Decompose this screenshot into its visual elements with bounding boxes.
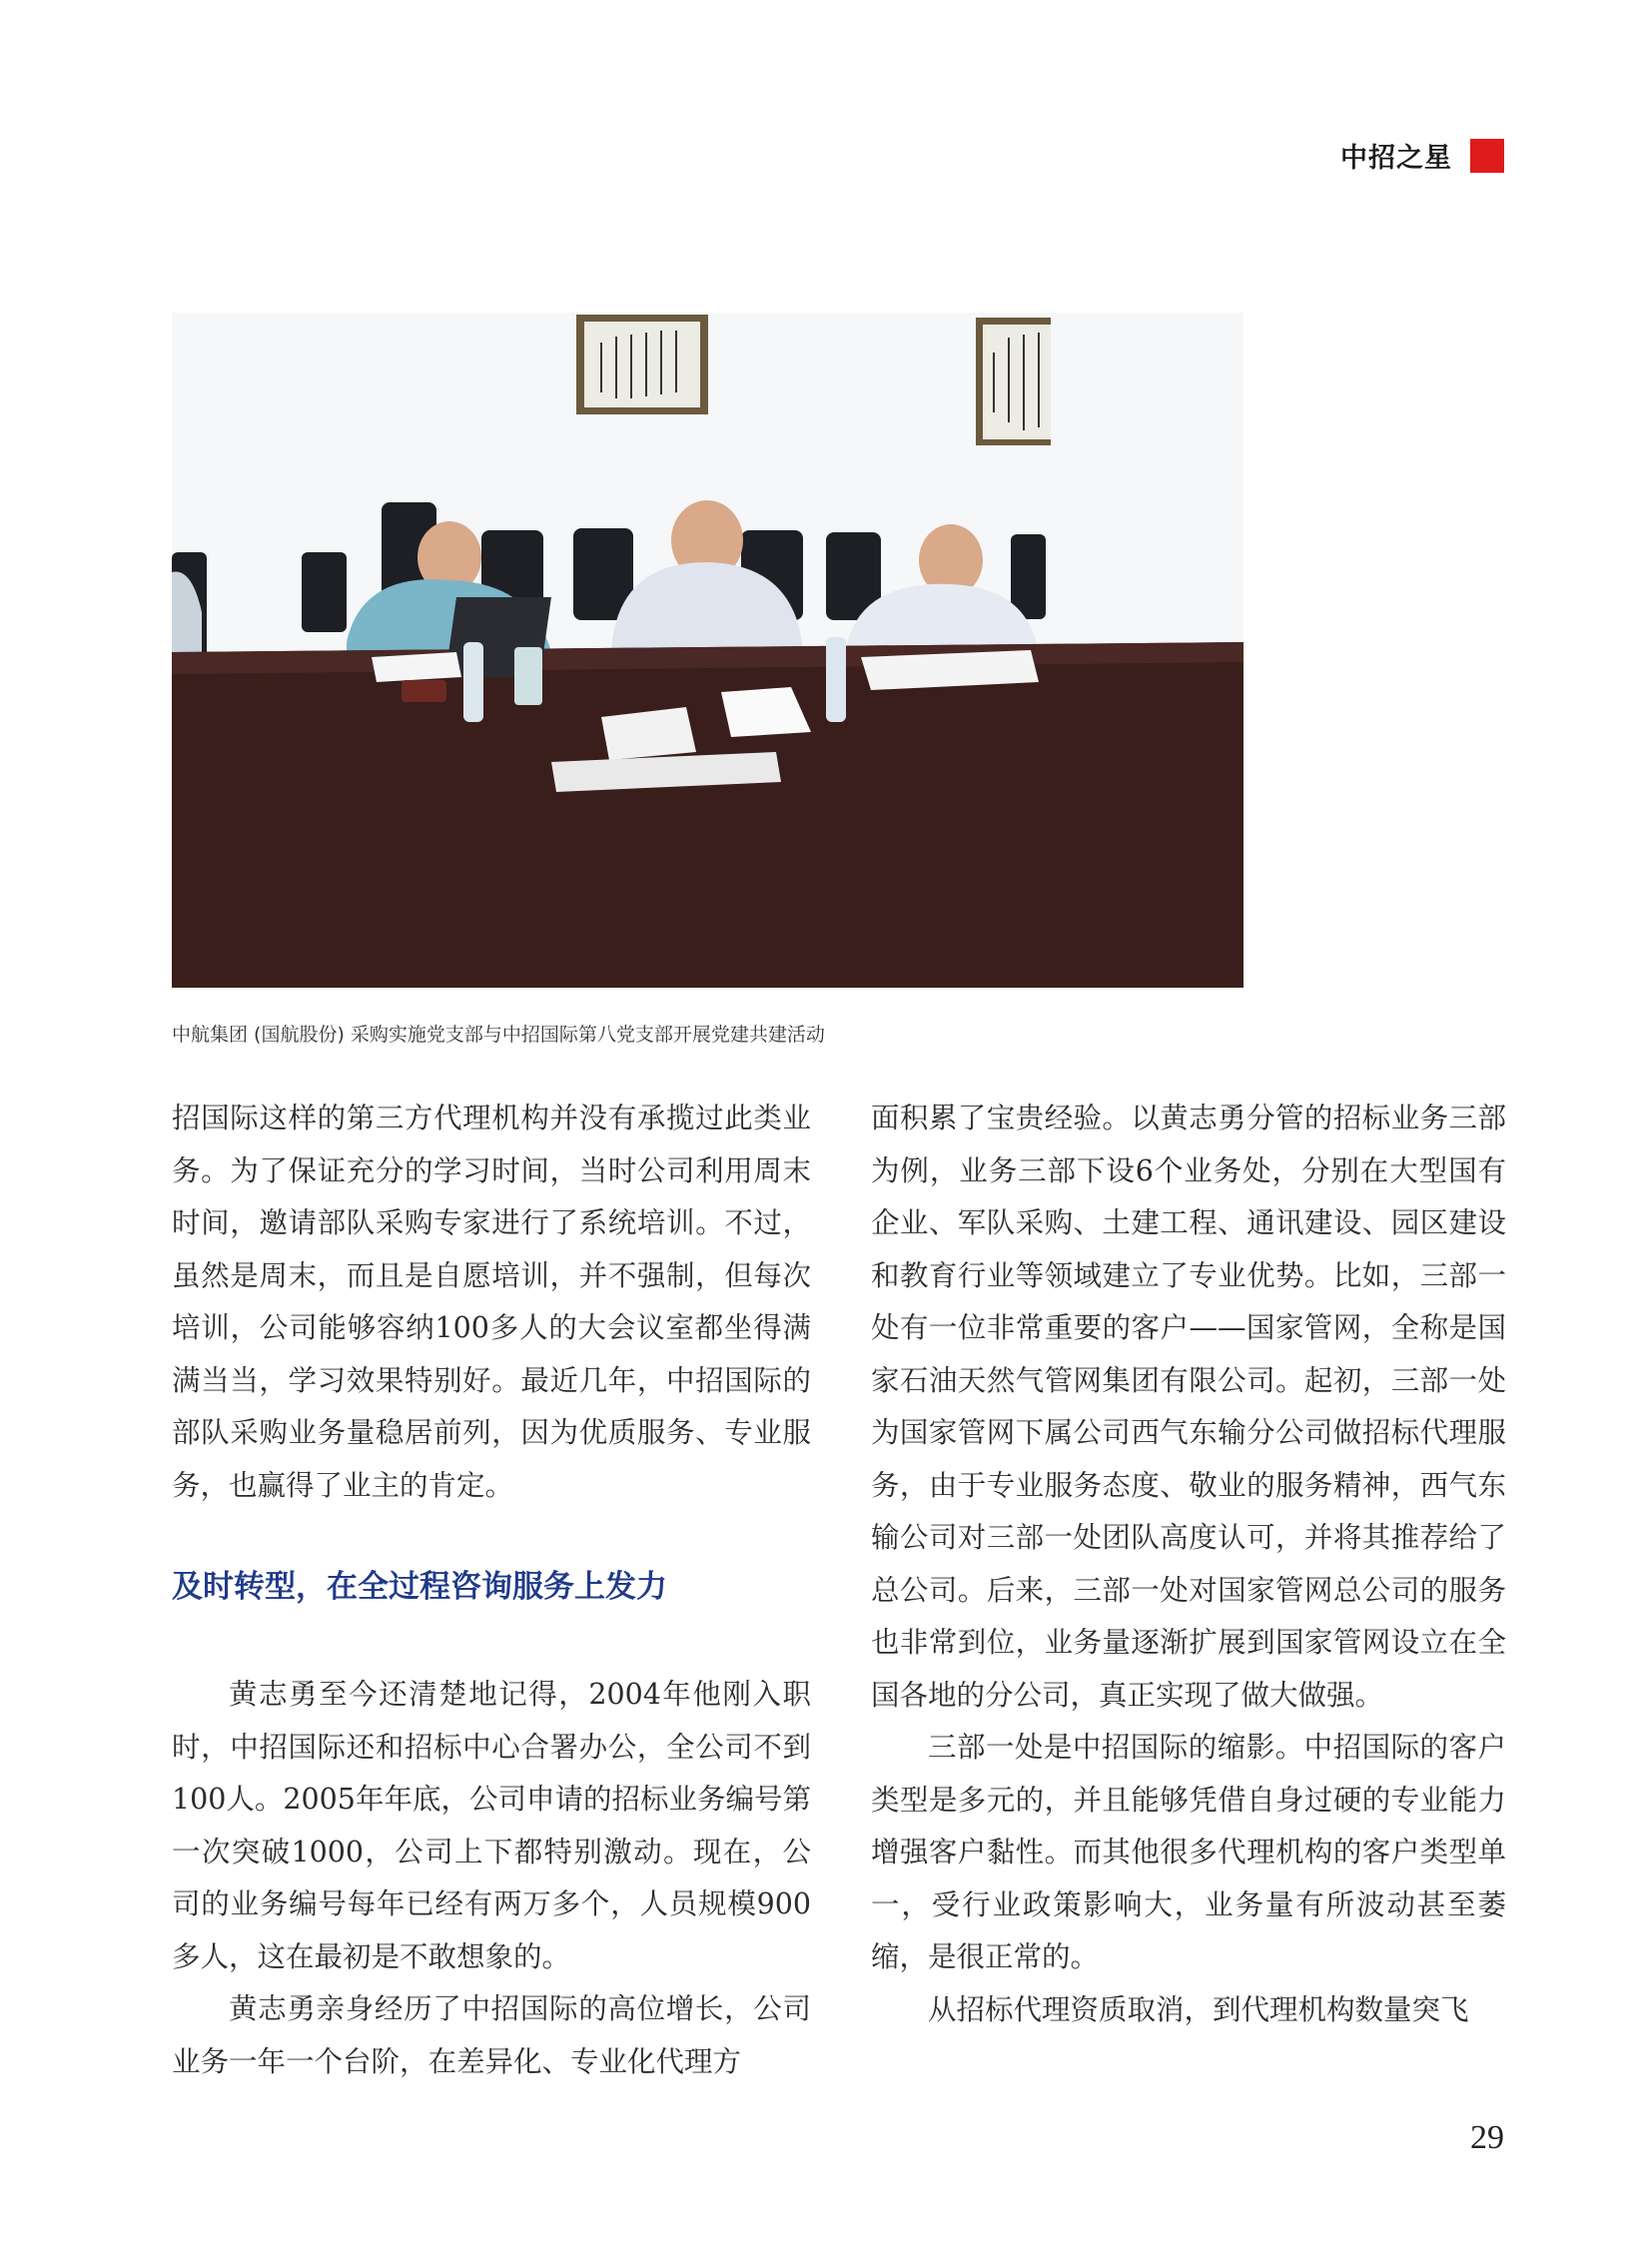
- left-paragraph-2: 黄志勇至今还清楚地记得，2004年他刚入职时，中招国际还和招标中心合署办公，全公司不到100人。2005年年底，公司申请的招标业务编号第一次突破1000，公司上下都特别激动。现在，公司的业务编号每年已经有两万多个，人员规模900多人，这在最初是不敢想象的。: [172, 1678, 811, 1973]
- section-title: 中招之星: [1340, 143, 1452, 174]
- meeting-photo: [172, 313, 1243, 988]
- section-heading: 及时转型，在全过程咨询服务上发力: [172, 1569, 667, 1605]
- right-paragraph-1: 面积累了宝贵经验。以黄志勇分管的招标业务三部为例，业务三部下设6个业务处，分别在大型国有企业、军队采购、土建工程、通讯建设、园区建设和教育行业等领域建立了专业优势。比如，三部一处有一位非常重要的客户——国家管网，全称是国家石油天然气管网集团有限公司。起初，三部一处为国家管网下属公司西气东输分公司做招标代理服务，由于专业服务态度、敬业的服务精神，西气东输公司对三部一处团队高度认可，并将其推荐给了总公司。后来，三部一处对国家管网总公司的服务也非常到位，业务量逐渐扩展到国家管网设立在全国各地的分公司，真正实现了做大做强。: [871, 1102, 1506, 1712]
- left-column: [172, 1093, 811, 2088]
- page-header: [1340, 136, 1504, 175]
- right-paragraph-3: 从招标代理资质取消，到代理机构数量突飞: [928, 1992, 1469, 2026]
- photo-caption: 中航集团 (国航股份) 采购实施党支部与中招国际第八党支部开展党建共建活动: [172, 1024, 825, 1046]
- red-square-icon: [1470, 139, 1504, 173]
- meeting-photo-illustration: [172, 313, 1243, 988]
- right-column: [871, 1093, 1506, 2036]
- left-paragraph-3: 黄志勇亲身经历了中招国际的高位增长，公司业务一年一个台阶，在差异化、专业化代理方: [172, 1992, 811, 2078]
- left-paragraph-1: 招国际这样的第三方代理机构并没有承揽过此类业务。为了保证充分的学习时间，当时公司利用周末时间，邀请部队采购专家进行了系统培训。不过，虽然是周末，而且是自愿培训，并不强制，但每次培训，公司能够容纳100多人的大会议室都坐得满满当当，学习效果特别好。最近几年，中招国际的部队采购业务量稳居前列，因为优质服务、专业服务，也赢得了业主的肯定。: [172, 1102, 811, 1502]
- page-number: 29: [1470, 2119, 1504, 2156]
- right-paragraph-2: 三部一处是中招国际的缩影。中招国际的客户类型是多元的，并且能够凭借自身过硬的专业能力增强客户黏性。而其他很多代理机构的客户类型单一，受行业政策影响大，业务量有所波动甚至萎缩，是很正常的。: [871, 1731, 1506, 1973]
